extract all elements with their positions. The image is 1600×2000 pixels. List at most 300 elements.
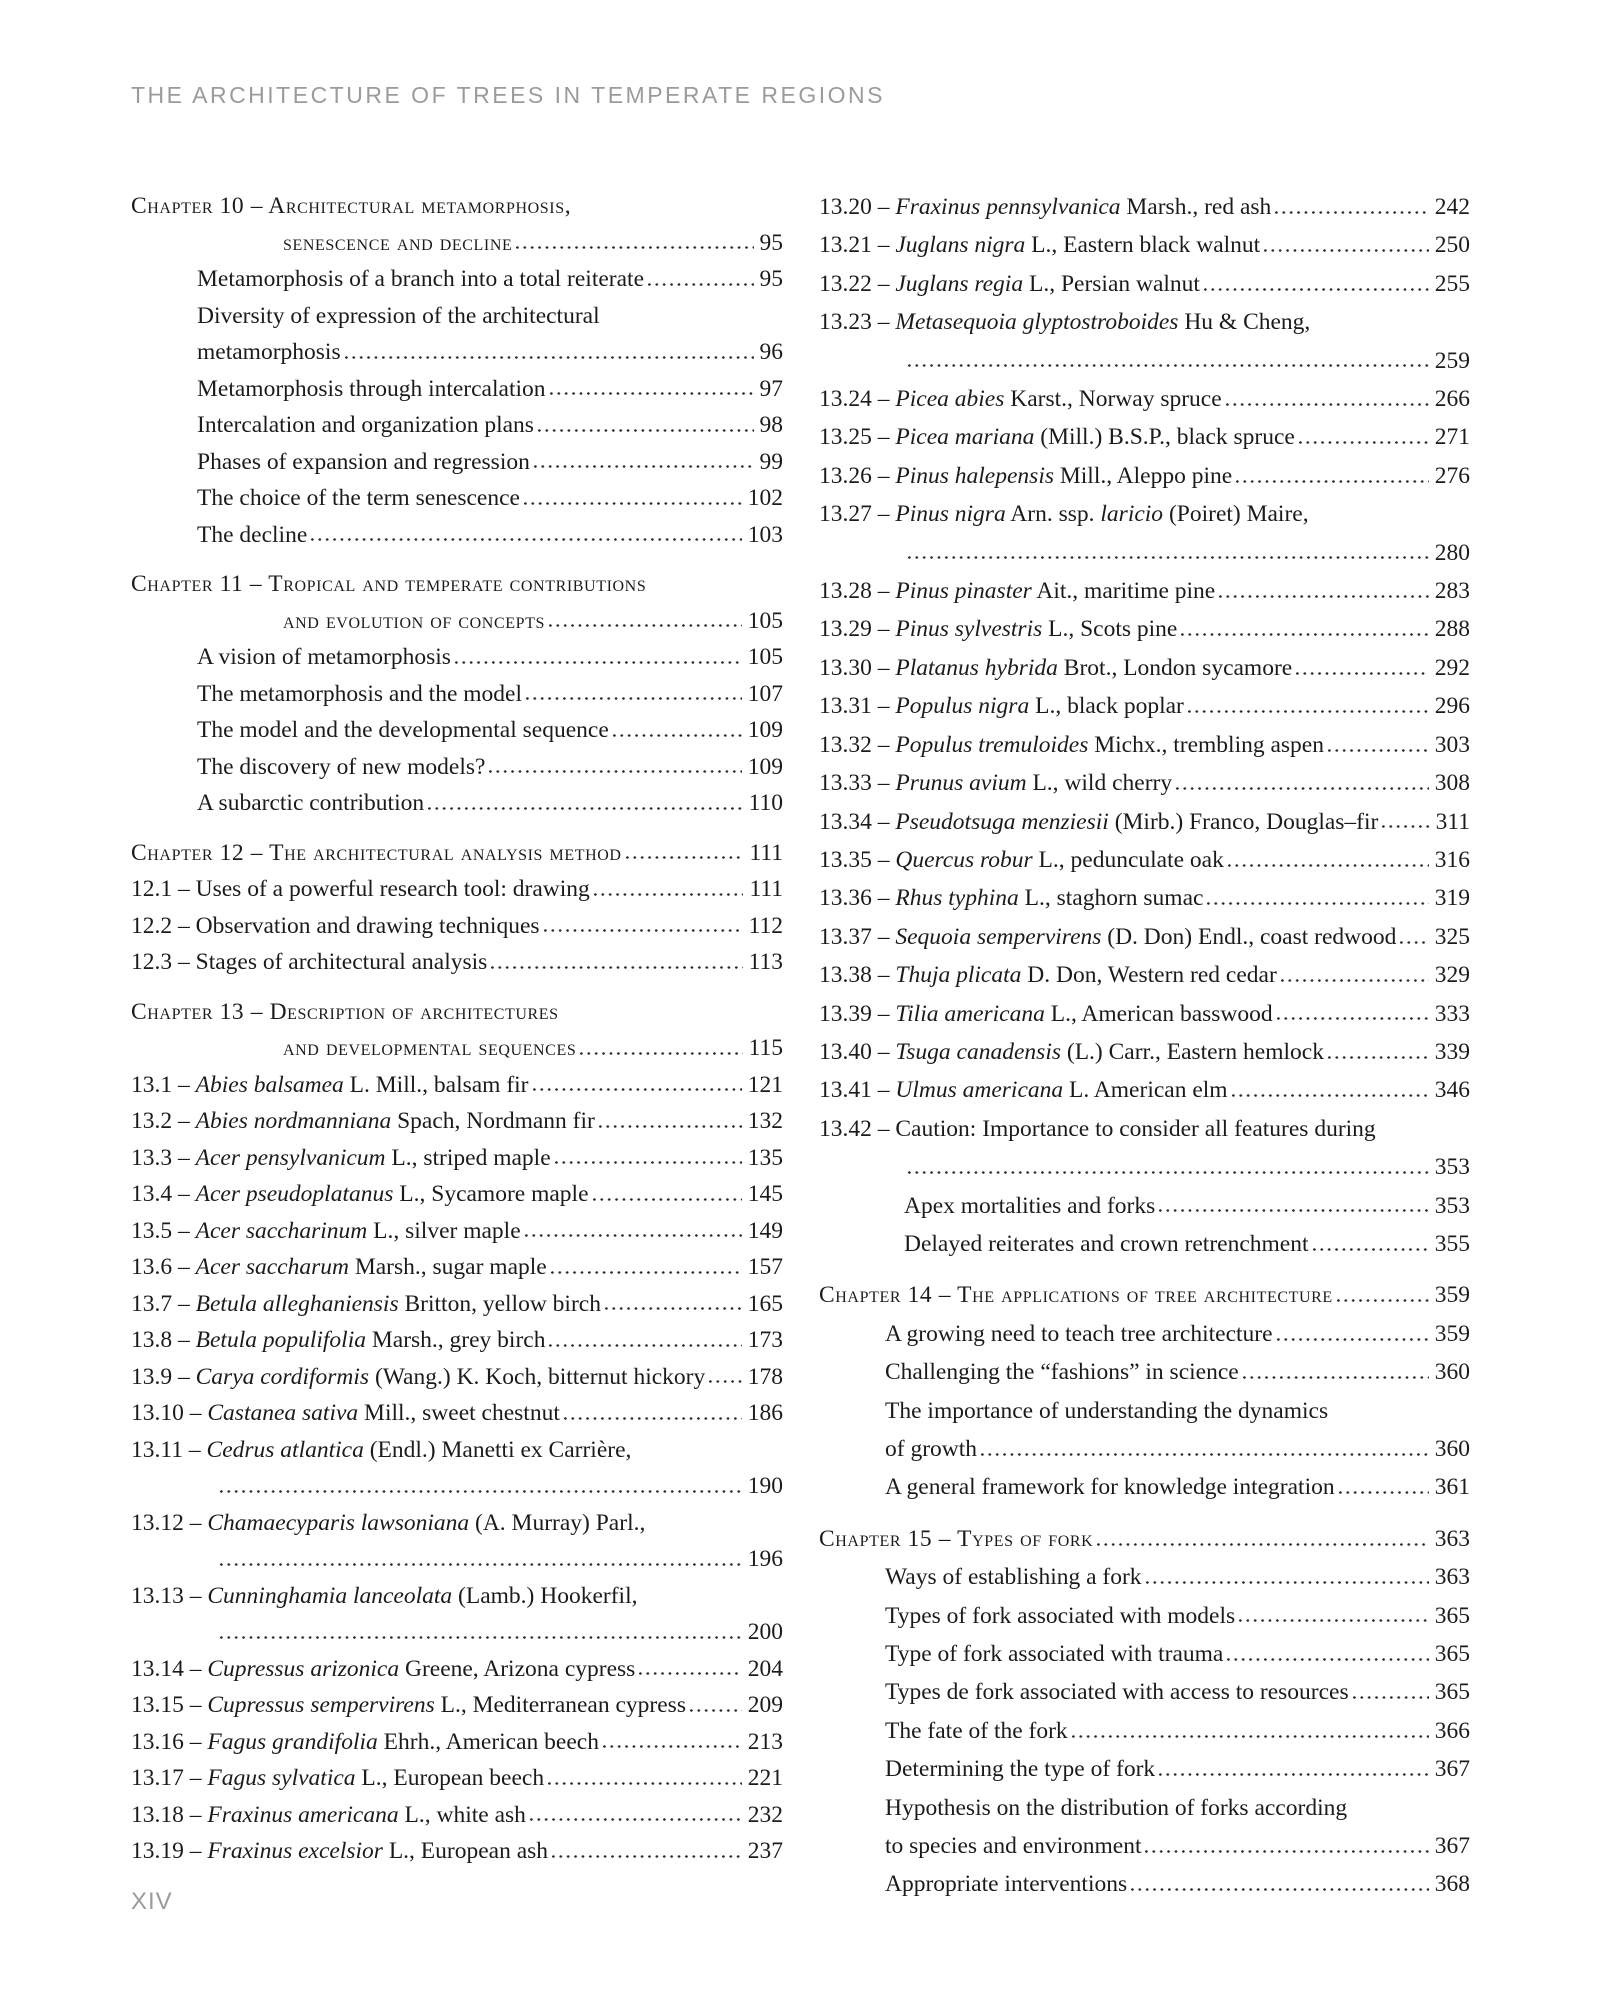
toc-line: [819, 188, 1470, 226]
page-number: 361: [1434, 1474, 1470, 1501]
toc-line: [131, 566, 783, 603]
toc-line: [197, 407, 783, 444]
entry-text: Intercalation and organization plans: [197, 412, 534, 438]
dot-leader: [544, 929, 743, 933]
entry-text: 13.32 – Populus tremuloides Michx., trembling aspen: [819, 731, 1324, 758]
page-number: 121: [747, 1071, 783, 1098]
toc-line: [197, 639, 783, 676]
toc-entry: [819, 841, 1470, 879]
toc-line: [131, 1140, 783, 1177]
toc-line: [197, 444, 783, 481]
toc-entry: [197, 371, 783, 408]
toc-entry: [885, 1558, 1470, 1596]
page-number: 242: [1434, 194, 1470, 220]
page-number: 102: [747, 485, 783, 511]
entry-text: Chapter 14 – The applications of tree architecture: [819, 1282, 1333, 1309]
dot-leader: [1277, 1337, 1429, 1341]
page-number: 359: [1434, 1282, 1470, 1309]
toc-entry: [197, 261, 783, 298]
dot-leader: [1328, 748, 1429, 752]
toc-line: [197, 712, 783, 749]
page-number: 365: [1434, 1679, 1470, 1706]
toc-line: [885, 1392, 1470, 1430]
dot-leader: [1264, 248, 1429, 252]
toc-line: [216, 1614, 783, 1651]
toc-line: [131, 1176, 783, 1213]
toc-line: [885, 1673, 1470, 1711]
page-number: 292: [1434, 654, 1470, 681]
dot-leader: [605, 1307, 742, 1311]
page-number: 98: [759, 412, 783, 438]
page-number: 157: [747, 1254, 783, 1280]
dot-leader: [1159, 1772, 1429, 1776]
toc-entry: [131, 1578, 783, 1651]
toc-line: [819, 1110, 1470, 1148]
toc-line: [131, 944, 783, 981]
page-number: 178: [747, 1363, 783, 1390]
toc-entry: [197, 517, 783, 554]
entry-text: 13.39 – Tilia americana L., American basswood: [819, 1000, 1273, 1027]
toc-line: [885, 1558, 1470, 1596]
toc-line: [885, 1750, 1470, 1788]
toc-line: [904, 534, 1470, 572]
toc-line: [885, 1865, 1470, 1903]
dot-leader: [1131, 1887, 1429, 1891]
page-number: 213: [747, 1728, 783, 1755]
entry-text: 13.4 – Acer pseudoplatanus L., Sycamore maple: [131, 1181, 589, 1207]
dot-leader: [639, 1672, 741, 1676]
page-number: 190: [747, 1473, 783, 1499]
dot-leader: [613, 733, 742, 737]
dot-leader: [428, 806, 742, 810]
toc-line: [819, 303, 1470, 341]
toc-entry: [819, 572, 1470, 610]
page-number: 111: [749, 876, 783, 902]
entry-text: Types de fork associated with access to resources: [885, 1679, 1349, 1706]
dot-leader: [1232, 1093, 1429, 1097]
toc-line: [904, 1148, 1470, 1186]
toc-line: [131, 1286, 783, 1323]
toc-line: [131, 1833, 783, 1870]
page-number: 97: [759, 375, 783, 402]
dot-leader: [908, 364, 1429, 368]
dot-leader: [1097, 1542, 1428, 1546]
toc-line: [819, 1520, 1470, 1558]
page-number: 363: [1434, 1525, 1470, 1552]
toc-entry: [131, 1651, 783, 1688]
toc-entry: [819, 188, 1470, 226]
toc-entry: [131, 1359, 783, 1396]
dot-leader: [1188, 709, 1429, 713]
toc-entry: [131, 1833, 783, 1870]
page-number: 329: [1434, 962, 1470, 989]
page-number: 363: [1434, 1564, 1470, 1591]
toc-entry: [819, 265, 1470, 303]
entry-text: 13.29 – Pinus sylvestris L., Scots pine: [819, 616, 1178, 643]
table-of-contents: [131, 188, 1470, 1904]
page-number: 266: [1434, 386, 1470, 413]
entry-text: The model and the developmental sequence: [197, 717, 609, 743]
toc-line: [819, 803, 1470, 841]
toc-line: [819, 764, 1470, 802]
toc-entry: [197, 444, 783, 481]
entry-text: Diversity of expression of the architectural: [197, 302, 600, 329]
toc-entry: [819, 764, 1470, 802]
toc-entry: [131, 1505, 783, 1578]
toc-entry: [885, 1673, 1470, 1711]
toc-line: [197, 261, 783, 298]
toc-line: [819, 1276, 1470, 1314]
page-number: 186: [747, 1400, 783, 1426]
toc-line: [283, 1030, 783, 1067]
page-number: 232: [747, 1801, 783, 1828]
toc-line: [131, 835, 783, 872]
page-number: 200: [747, 1619, 783, 1645]
page-number: 325: [1434, 923, 1470, 950]
dot-leader: [533, 1088, 742, 1092]
entry-text: A growing need to teach tree architecture: [885, 1320, 1273, 1347]
entry-text: Appropriate interventions: [885, 1871, 1128, 1898]
toc-line: [904, 1187, 1470, 1225]
entry-text: Chapter 10 – Architectural metamorphosis,: [131, 193, 572, 219]
dot-leader: [538, 428, 754, 432]
dot-leader: [593, 1197, 742, 1201]
dot-leader: [599, 1124, 742, 1128]
toc-entry: [197, 676, 783, 713]
toc-entry: [885, 1392, 1470, 1469]
page-number: 113: [748, 949, 783, 975]
dot-leader: [489, 770, 741, 774]
toc-line: [131, 188, 783, 225]
page-number: 165: [747, 1290, 783, 1317]
toc-entry: [131, 871, 783, 908]
toc-line: [819, 687, 1470, 725]
page-number: 316: [1434, 846, 1470, 873]
dot-leader: [548, 1781, 742, 1785]
entry-text: A general framework for knowledge integration: [885, 1474, 1335, 1501]
page-number: 149: [747, 1217, 783, 1244]
toc-line: [904, 342, 1470, 380]
dot-leader: [1400, 940, 1428, 944]
toc-entry: [131, 1249, 783, 1286]
page-number: 346: [1434, 1077, 1470, 1104]
page-number: 355: [1434, 1230, 1470, 1257]
dot-leader: [220, 1635, 742, 1639]
dot-leader: [1181, 632, 1428, 636]
page-number: 95: [759, 229, 783, 256]
toc-entry: [819, 457, 1470, 495]
toc-entry: [885, 1789, 1470, 1866]
toc-entry: [819, 226, 1470, 264]
dot-leader: [1328, 1055, 1429, 1059]
toc-chapter-heading: [819, 1276, 1470, 1314]
dot-leader: [1277, 1017, 1429, 1021]
toc-entry: [819, 1110, 1470, 1187]
dot-leader: [345, 355, 754, 359]
toc-entry: [131, 1432, 783, 1505]
toc-line: [197, 676, 783, 713]
entry-text: Types of fork associated with models: [885, 1602, 1236, 1629]
dot-leader: [1146, 1580, 1429, 1584]
toc-line: [197, 334, 783, 371]
page-number: 367: [1434, 1756, 1470, 1783]
toc-entry: [197, 480, 783, 517]
dot-leader: [549, 624, 742, 628]
entry-text: 13.10 – Castanea sativa Mill., sweet chestnut: [131, 1400, 560, 1426]
toc-chapter-heading: [131, 566, 783, 639]
toc-entry: [131, 1724, 783, 1761]
page-number: 296: [1434, 693, 1470, 720]
toc-entry: [819, 956, 1470, 994]
toc-entry: [819, 995, 1470, 1033]
entry-text: Chapter 15 – Types of fork: [819, 1525, 1094, 1552]
entry-text: to species and environment: [885, 1833, 1142, 1860]
page-number: 96: [759, 339, 783, 365]
toc-entry: [131, 908, 783, 945]
toc-entry: [131, 944, 783, 981]
dot-leader: [455, 660, 742, 664]
dot-leader: [1281, 978, 1429, 982]
toc-line: [131, 1505, 783, 1542]
toc-entry: [197, 407, 783, 444]
entry-text: Delayed reiterates and crown retrenchment: [904, 1230, 1309, 1257]
page-number: 204: [747, 1655, 783, 1682]
page-number: 283: [1434, 578, 1470, 605]
toc-line: [819, 457, 1470, 495]
toc-entry: [885, 1315, 1470, 1353]
entry-text: Hypothesis on the distribution of forks according: [885, 1794, 1348, 1821]
toc-line: [819, 1033, 1470, 1071]
entry-text: The metamorphosis and the model: [197, 680, 523, 707]
entry-text: 13.24 – Picea abies Karst., Norway spruce: [819, 386, 1222, 413]
toc-line: [131, 871, 783, 908]
toc-entry: [819, 495, 1470, 572]
entry-text: 13.7 – Betula alleghaniensis Britton, yellow birch: [131, 1290, 601, 1317]
toc-line: [197, 785, 783, 822]
toc-entry: [131, 1067, 783, 1104]
toc-entry: [131, 1286, 783, 1323]
toc-entry: [819, 610, 1470, 648]
toc-entry: [819, 1071, 1470, 1109]
page-number: 95: [759, 266, 783, 292]
toc-entry: [819, 380, 1470, 418]
entry-text: 13.3 – Acer pensylvanicum L., striped maple: [131, 1144, 551, 1171]
toc-line: [283, 603, 783, 640]
toc-entry: [819, 418, 1470, 456]
toc-entry: [131, 1103, 783, 1140]
page-number: 112: [748, 912, 783, 939]
toc-entry: [885, 1635, 1470, 1673]
toc-line: [131, 1432, 783, 1469]
toc-entry: [131, 1760, 783, 1797]
dot-leader: [1313, 1247, 1429, 1251]
dot-leader: [1204, 287, 1429, 291]
page-number: 132: [747, 1108, 783, 1134]
dot-leader: [1236, 479, 1429, 483]
entry-text: 13.21 – Juglans nigra L., Eastern black walnut: [819, 232, 1261, 259]
page-number: 360: [1434, 1436, 1470, 1462]
toc-line: [131, 1322, 783, 1359]
toc-line: [885, 1789, 1470, 1827]
toc-line: [819, 226, 1470, 264]
dot-leader: [551, 1270, 742, 1274]
toc-line: [131, 994, 783, 1031]
toc-line: [819, 879, 1470, 917]
entry-text: 13.9 – Carya cordiformis (Wang.) K. Koch, bitternut hickory: [131, 1363, 706, 1390]
toc-entry: [197, 712, 783, 749]
toc-line: [819, 495, 1470, 533]
page-number: 99: [759, 448, 783, 475]
toc-entry: [885, 1597, 1470, 1635]
entry-text: 13.34 – Pseudotsuga menziesii (Mirb.) Franco, Douglas–fir: [819, 808, 1379, 835]
page-number: 107: [747, 680, 783, 707]
toc-entry: [819, 649, 1470, 687]
dot-leader: [1337, 1298, 1429, 1302]
dot-leader: [1353, 1695, 1429, 1699]
toc-line: [197, 749, 783, 786]
toc-line: [131, 1249, 783, 1286]
page-number: 353: [1434, 1192, 1470, 1219]
page-number: 221: [747, 1765, 783, 1791]
entry-text: 13.15 – Cupressus sempervirens L., Mediterranean cypress: [131, 1692, 686, 1718]
toc-entry: [819, 803, 1470, 841]
toc-entry: [904, 1187, 1470, 1225]
entry-text: 12.2 – Observation and drawing techniques: [131, 912, 540, 939]
page-number: 368: [1434, 1871, 1470, 1898]
page-number: 359: [1434, 1320, 1470, 1347]
page-number: 276: [1434, 462, 1470, 489]
entry-text: A vision of metamorphosis: [197, 644, 451, 670]
toc-entry: [131, 1140, 783, 1177]
entry-text: 13.6 – Acer saccharum Marsh., sugar maple: [131, 1254, 547, 1280]
toc-entry: [819, 687, 1470, 725]
dot-leader: [1145, 1849, 1428, 1853]
dot-leader: [549, 1343, 741, 1347]
page-number: 209: [747, 1692, 783, 1718]
page-number: 365: [1434, 1602, 1470, 1629]
page-number: 145: [747, 1181, 783, 1207]
page-number: 111: [749, 839, 783, 866]
toc-entry: [131, 1395, 783, 1432]
dot-leader: [1227, 1657, 1428, 1661]
entry-text: The importance of understanding the dynamics: [885, 1397, 1329, 1424]
toc-line: [131, 1797, 783, 1834]
entry-text: 13.33 – Prunus avium L., wild cherry: [819, 770, 1173, 797]
running-title: THE ARCHITECTURE OF TREES IN TEMPERATE REGIONS: [131, 82, 885, 108]
entry-text: 13.13 – Cunninghamia lanceolata (Lamb.) Hookerfil,: [131, 1582, 638, 1609]
folio-page-number: XIV: [131, 1888, 173, 1915]
entry-text: 13.30 – Platanus hybrida Brot., London sycamore: [819, 654, 1293, 681]
toc-line: [885, 1712, 1470, 1750]
entry-text: 13.28 – Pinus pinaster Ait., maritime pine: [819, 578, 1216, 605]
toc-line: [885, 1468, 1470, 1506]
toc-line: [197, 371, 783, 408]
toc-line: [131, 1724, 783, 1761]
entry-text: 13.20 – Fraxinus pennsylvanica Marsh., red ash: [819, 194, 1272, 220]
dot-leader: [603, 1745, 742, 1749]
toc-entry: [131, 1797, 783, 1834]
toc-chapter-heading: [131, 994, 783, 1067]
toc-line: [819, 610, 1470, 648]
entry-text: Chapter 12 – The architectural analysis method: [131, 839, 622, 866]
page-number: 105: [747, 607, 783, 634]
entry-text: Metamorphosis of a branch into a total reiterate: [197, 266, 644, 292]
page-number: 237: [747, 1838, 783, 1864]
entry-text: Type of fork associated with trauma: [885, 1641, 1224, 1668]
toc-line: [819, 265, 1470, 303]
entry-text: Chapter 13 – Description of architectures: [131, 998, 559, 1025]
dot-leader: [648, 282, 754, 286]
entry-text: metamorphosis: [197, 339, 341, 365]
toc-entry: [131, 1213, 783, 1250]
page-number: 105: [747, 644, 783, 670]
entry-text: Challenging the “fashions” in science: [885, 1359, 1239, 1386]
page-number: 109: [747, 717, 783, 743]
toc-line: [904, 1225, 1470, 1263]
page-number: 135: [747, 1144, 783, 1171]
entry-text: of growth: [885, 1436, 978, 1462]
toc-line: [819, 956, 1470, 994]
toc-line: [885, 1315, 1470, 1353]
dot-leader: [1207, 901, 1428, 905]
page-number: 319: [1434, 885, 1470, 912]
page-number: 308: [1434, 770, 1470, 797]
dot-leader: [220, 1489, 742, 1493]
dot-leader: [530, 1818, 742, 1822]
toc-line: [819, 380, 1470, 418]
page-number: 360: [1434, 1359, 1470, 1386]
entry-text: 13.36 – Rhus typhina L., staghorn sumac: [819, 885, 1204, 912]
toc-line: [131, 1359, 783, 1396]
page-number: 367: [1434, 1833, 1470, 1860]
dot-leader: [1296, 671, 1429, 675]
dot-leader: [1243, 1375, 1429, 1379]
page-number: 259: [1434, 347, 1470, 374]
entry-text: 13.42 – Caution: Importance to consider all features during: [819, 1115, 1376, 1142]
toc-entry: [131, 1176, 783, 1213]
entry-text: 13.1 – Abies balsamea L. Mill., balsam fir: [131, 1071, 529, 1098]
toc-line: [885, 1827, 1470, 1865]
entry-text: 13.14 – Cupressus arizonica Greene, Arizona cypress: [131, 1655, 636, 1682]
toc-line: [131, 908, 783, 945]
dot-leader: [1239, 1619, 1429, 1623]
entry-text: and developmental sequences: [283, 1035, 577, 1061]
toc-line: [819, 726, 1470, 764]
dot-leader: [594, 892, 744, 896]
entry-text: Determining the type of fork: [885, 1756, 1156, 1783]
toc-line: [819, 649, 1470, 687]
toc-entry: [197, 749, 783, 786]
entry-text: The fate of the fork: [885, 1717, 1068, 1744]
page-number: 311: [1435, 808, 1470, 835]
toc-line: [216, 1541, 783, 1578]
dot-leader: [1299, 440, 1429, 444]
toc-line: [819, 572, 1470, 610]
entry-text: Apex mortalities and forks: [904, 1192, 1156, 1219]
toc-entry: [819, 879, 1470, 917]
toc-entry: [819, 303, 1470, 380]
entry-text: 12.1 – Uses of a powerful research tool: drawing: [131, 876, 590, 902]
entry-text: 13.27 – Pinus nigra Arn. ssp. laricio (Poiret) Maire,: [819, 501, 1309, 528]
dot-leader: [552, 1854, 742, 1858]
entry-text: 13.5 – Acer saccharinum L., silver maple: [131, 1217, 521, 1244]
toc-entry: [885, 1712, 1470, 1750]
dot-leader: [1226, 402, 1429, 406]
dot-leader: [525, 1234, 742, 1238]
entry-text: senescence and decline: [283, 229, 513, 256]
toc-entry: [197, 298, 783, 371]
entry-text: The discovery of new models?: [197, 753, 486, 780]
